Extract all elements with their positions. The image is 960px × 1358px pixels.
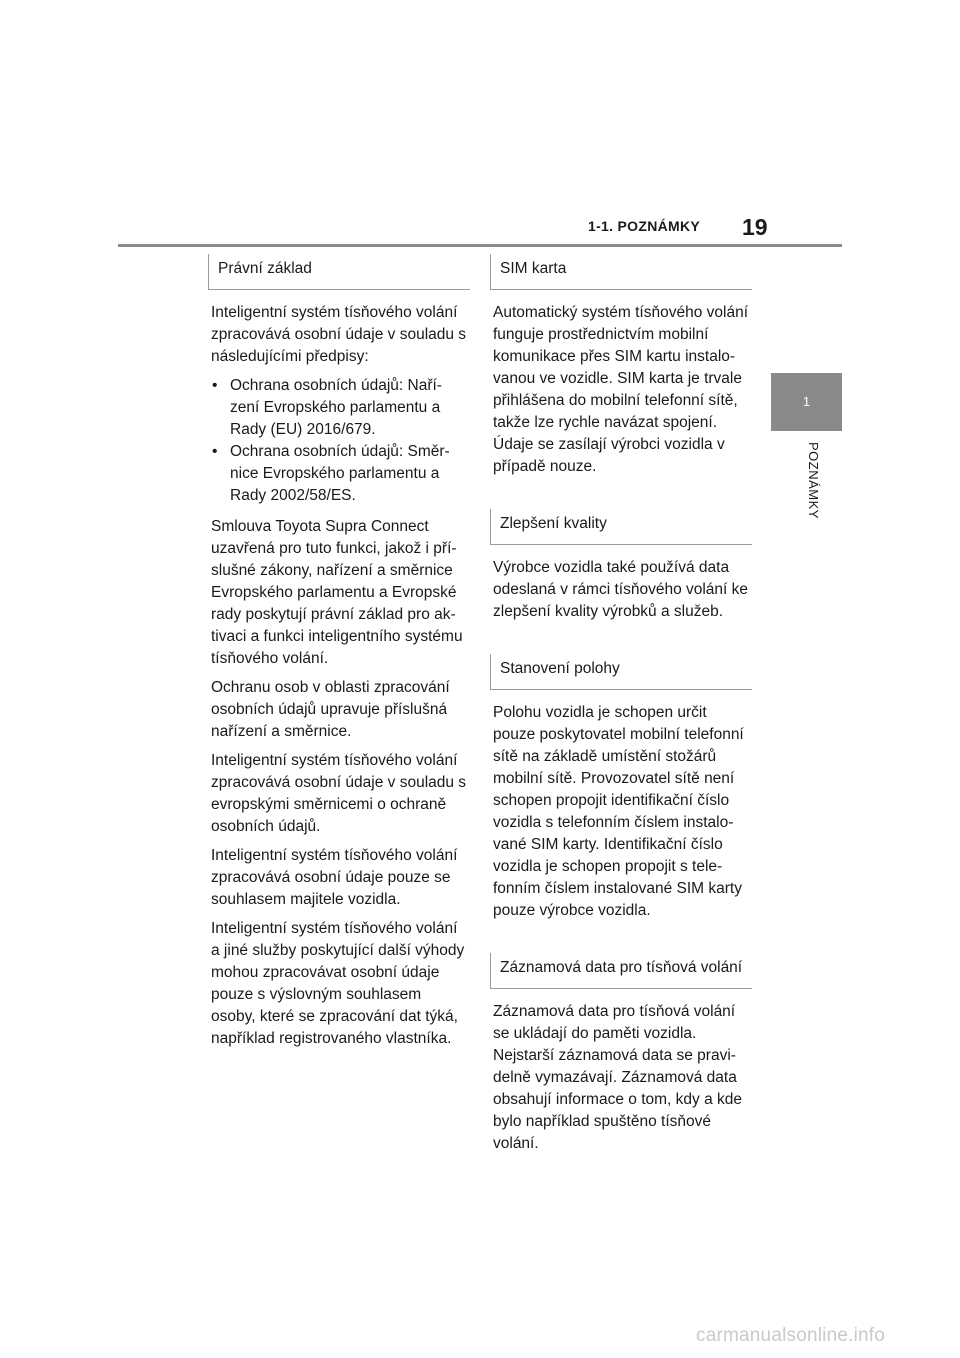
right-column xyxy=(490,254,752,1162)
section-heading-sim-card: SIM karta xyxy=(490,254,752,290)
list-item xyxy=(208,375,470,441)
list-item xyxy=(208,441,470,507)
bullet-marker: • xyxy=(212,443,218,460)
section-heading-recorded-data: Záznamová data pro tísňová volání xyxy=(490,953,752,989)
section-heading-location: Stanovení polohy xyxy=(490,654,752,690)
chapter-tab: 1 xyxy=(771,373,842,431)
paragraph-data-protection: Ochranu osob v oblasti zpracování osobních údajů upravuje příslušná nařízení a směrnice. xyxy=(211,679,450,740)
left-column xyxy=(208,254,470,1057)
page-number: 19 xyxy=(742,214,768,240)
paragraph-connect-contract: Smlouva Toyota Supra Connect uzavřená pro tuto funkci, jakož i příslušné zákony, nařízení a směrnice Evropského parlamentu a Evropské rady poskytují právní základ pro aktivaci a funkci inteligentního systému tísňového volání. xyxy=(211,518,463,667)
paragraph-recorded-data: Záznamová data pro tísňová volání se ukládají do paměti vozidla. Nejstarší záznamová data se pravidelně vymazávají. Záznamová data obsahují informace o tom, kdy a kde bylo například spuštěno tísňové volání. xyxy=(493,1003,742,1152)
paragraph-location: Polohu vozidla je schopen určit pouze poskytovatel mobilní telefonní sítě na základě umístění stožárů mobilní sítě. Provozovatel sítě není schopen propojit identifikační číslo vozidla s telefonním číslem instalované SIM karty. Identifikační číslo vozidla je schopen propojit s telefonním číslem instalované SIM karty pouze výrobce vozidla. xyxy=(493,704,744,919)
paragraph-eu-directives: Inteligentní systém tísňového volání zpracovává osobní údaje v souladu s evropskými směrnicemi o ochraně osobních údajů. xyxy=(211,752,467,835)
paragraph-owner-consent: Inteligentní systém tísňového volání zpracovává osobní údaje pouze se souhlasem majitele vozidla. xyxy=(211,847,458,908)
header-divider xyxy=(118,244,842,247)
chapter-side-title: POZNÁMKY xyxy=(806,442,821,519)
paragraph-sim-card: Automatický systém tísňového volání funguje prostřednictvím mobilní komunikace přes SIM kartu instalovanou ve vozidle. SIM karta je trvale přihlášena do mobilní telefonní sítě, takže lze rychle navázat spojení. Údaje se zasílají výrobci vozidla v případě nouze. xyxy=(493,304,749,475)
section-heading-quality: Zlepšení kvality xyxy=(490,509,752,545)
list-item-text: Ochrana osobních údajů: Směrnice Evropského parlamentu a Rady 2002/58/ES. xyxy=(230,443,450,504)
intro-paragraph: Inteligentní systém tísňového volání zpracovává osobní údaje v souladu s následujícími předpisy: xyxy=(211,304,467,365)
bullet-marker: • xyxy=(212,377,218,394)
regulation-list xyxy=(208,375,470,507)
list-item-text: Ochrana osobních údajů: Nařízení Evropského parlamentu a Rady (EU) 2016/679. xyxy=(230,377,442,438)
paragraph-explicit-consent: Inteligentní systém tísňového volání a jiné služby poskytující další výhody mohou zpracovávat osobní údaje pouze s výslovným souhlasem osoby, které se zpracování dat týká, například registrovaného vlastníka. xyxy=(211,920,465,1047)
section-heading-legal-basis: Právní základ xyxy=(208,254,470,290)
running-header-section: 1-1. POZNÁMKY xyxy=(588,218,701,234)
paragraph-quality: Výrobce vozidla také používá data odeslaná v rámci tísňového volání ke zlepšení kvality výrobků a služeb. xyxy=(493,559,749,620)
site-watermark: carmanualsonline.info xyxy=(696,1325,886,1346)
